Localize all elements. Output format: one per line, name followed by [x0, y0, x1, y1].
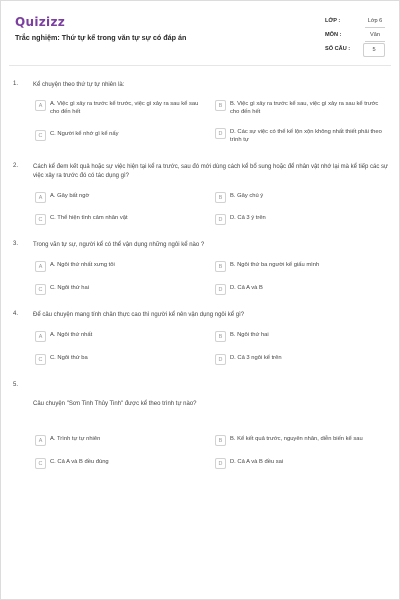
question-text: Kể chuyện theo thứ tự tự nhiên là:	[33, 82, 125, 88]
option-letter: C	[35, 130, 46, 141]
option-d[interactable]	[215, 127, 385, 147]
option-text: C. Thể hiện tình cảm nhân vật	[50, 215, 128, 221]
question-text: Câu chuyện "Sơn Tinh Thủy Tinh" được kể theo trình tự nào?	[33, 401, 197, 407]
option-letter: B	[215, 435, 226, 446]
option-text: C. Ngôi thứ hai	[50, 285, 90, 291]
option-text: D. Cả 3 ý trên	[230, 215, 266, 221]
question-text: Để câu chuyện mang tính chân thực cao thì người kể nên vận dụng ngôi kể gì?	[33, 312, 245, 318]
header-divider	[9, 65, 391, 66]
question-number: 1.	[13, 81, 19, 87]
meta-question-count	[325, 43, 385, 57]
option-letter: D	[215, 354, 226, 365]
option-letter: D	[215, 214, 226, 225]
option-text: B. Kể kết quả trước, nguyên nhân, diễn biến kể sau	[230, 436, 363, 442]
meta-value: Văn	[365, 29, 385, 42]
option-letter: C	[35, 284, 46, 295]
option-text: B. Gây chú ý	[230, 193, 264, 199]
option-text: A. Trình tự tự nhiên	[50, 436, 101, 442]
option-letter: D	[215, 128, 226, 139]
option-text: B. Ngôi thứ hai	[230, 332, 269, 338]
option-b[interactable]	[215, 99, 385, 119]
option-b[interactable]	[215, 260, 385, 274]
option-letter: C	[35, 214, 46, 225]
option-c[interactable]	[35, 213, 205, 227]
option-text: A. Ngôi thứ nhất xưng tôi	[50, 262, 115, 268]
option-text: D. Cả A và B	[230, 285, 263, 291]
quizizz-logo: Quizizz	[15, 15, 66, 29]
option-letter: A	[35, 261, 46, 272]
meta-label: SỐ CÂU :	[325, 46, 351, 52]
option-b[interactable]	[215, 434, 395, 448]
option-a[interactable]	[35, 99, 205, 119]
option-text: C. Ngôi thứ ba	[50, 355, 88, 361]
option-letter: A	[35, 331, 46, 342]
question-number: 5.	[13, 382, 19, 388]
option-c[interactable]	[35, 457, 205, 471]
option-text: D. Cả A và B đều sai	[230, 459, 284, 465]
option-text: D. Các sự việc có thể kể lộn xộn không nhất thiết phải theo trình tự	[230, 129, 382, 143]
question-4	[13, 311, 389, 371]
option-text: C. Người kể nhớ gì kể nấy	[50, 131, 119, 137]
option-a[interactable]	[35, 191, 205, 205]
question-3	[13, 241, 389, 301]
option-text: A. Gây bất ngờ	[50, 193, 90, 199]
meta-value: Lớp 6	[365, 15, 385, 28]
option-a[interactable]	[35, 434, 205, 448]
meta-value: 5	[363, 43, 385, 57]
option-c[interactable]	[35, 129, 205, 143]
option-text: B. Việc gì xảy ra trước kể sau, việc gì xảy ra sau kể trước cho đến hết	[230, 101, 379, 115]
option-a[interactable]	[35, 330, 205, 344]
option-text: B. Ngôi thứ ba người kể giấu mình	[230, 262, 320, 268]
option-letter: A	[35, 192, 46, 203]
option-letter: A	[35, 100, 46, 111]
option-d[interactable]	[215, 457, 385, 471]
option-d[interactable]	[215, 283, 385, 297]
meta-class	[325, 15, 385, 29]
meta-label: LỚP :	[325, 18, 341, 24]
option-letter: C	[35, 458, 46, 469]
option-d[interactable]	[215, 353, 385, 367]
option-letter: D	[215, 458, 226, 469]
option-letter: C	[35, 354, 46, 365]
question-number: 3.	[13, 241, 19, 247]
meta-subject	[325, 29, 385, 43]
option-c[interactable]	[35, 353, 205, 367]
question-number: 2.	[13, 163, 19, 169]
option-b[interactable]	[215, 330, 385, 344]
option-text: A. Ngôi thứ nhất	[50, 332, 93, 338]
worksheet-title: Trắc nghiệm: Thứ tự kể trong văn tự sự có đáp án	[15, 33, 187, 42]
question-1	[13, 81, 389, 151]
option-text: A. Việc gì xảy ra trước kể trước, việc gì xảy ra sau kể sau cho đến hết	[50, 101, 199, 115]
worksheet-meta	[325, 15, 385, 57]
option-letter: B	[215, 100, 226, 111]
question-2	[13, 163, 389, 233]
option-c[interactable]	[35, 283, 205, 297]
question-text: Cách kể đem kết quả hoặc sự việc hiện tại kể ra trước, sau đó mới dùng cách kể bổ sung hoặc để nhân vật nhớ lại mà kể tiếp các sự việc xảy ra trước đó có tác dụng gì?	[33, 164, 389, 179]
option-text: C. Cả A và B đều đúng	[50, 459, 109, 465]
option-letter: A	[35, 435, 46, 446]
option-letter: B	[215, 331, 226, 342]
meta-label: MÔN :	[325, 32, 342, 38]
question-text: Trong văn tự sự, người kể có thể vận dụng những ngôi kể nào ?	[33, 242, 205, 248]
option-b[interactable]	[215, 191, 385, 205]
question-number: 4.	[13, 311, 19, 317]
option-letter: D	[215, 284, 226, 295]
option-d[interactable]	[215, 213, 385, 227]
option-letter: B	[215, 192, 226, 203]
option-letter: B	[215, 261, 226, 272]
option-a[interactable]	[35, 260, 205, 274]
question-5	[13, 382, 389, 472]
worksheet-header	[9, 11, 391, 59]
option-text: D. Cả 3 ngôi kể trên	[230, 355, 282, 361]
